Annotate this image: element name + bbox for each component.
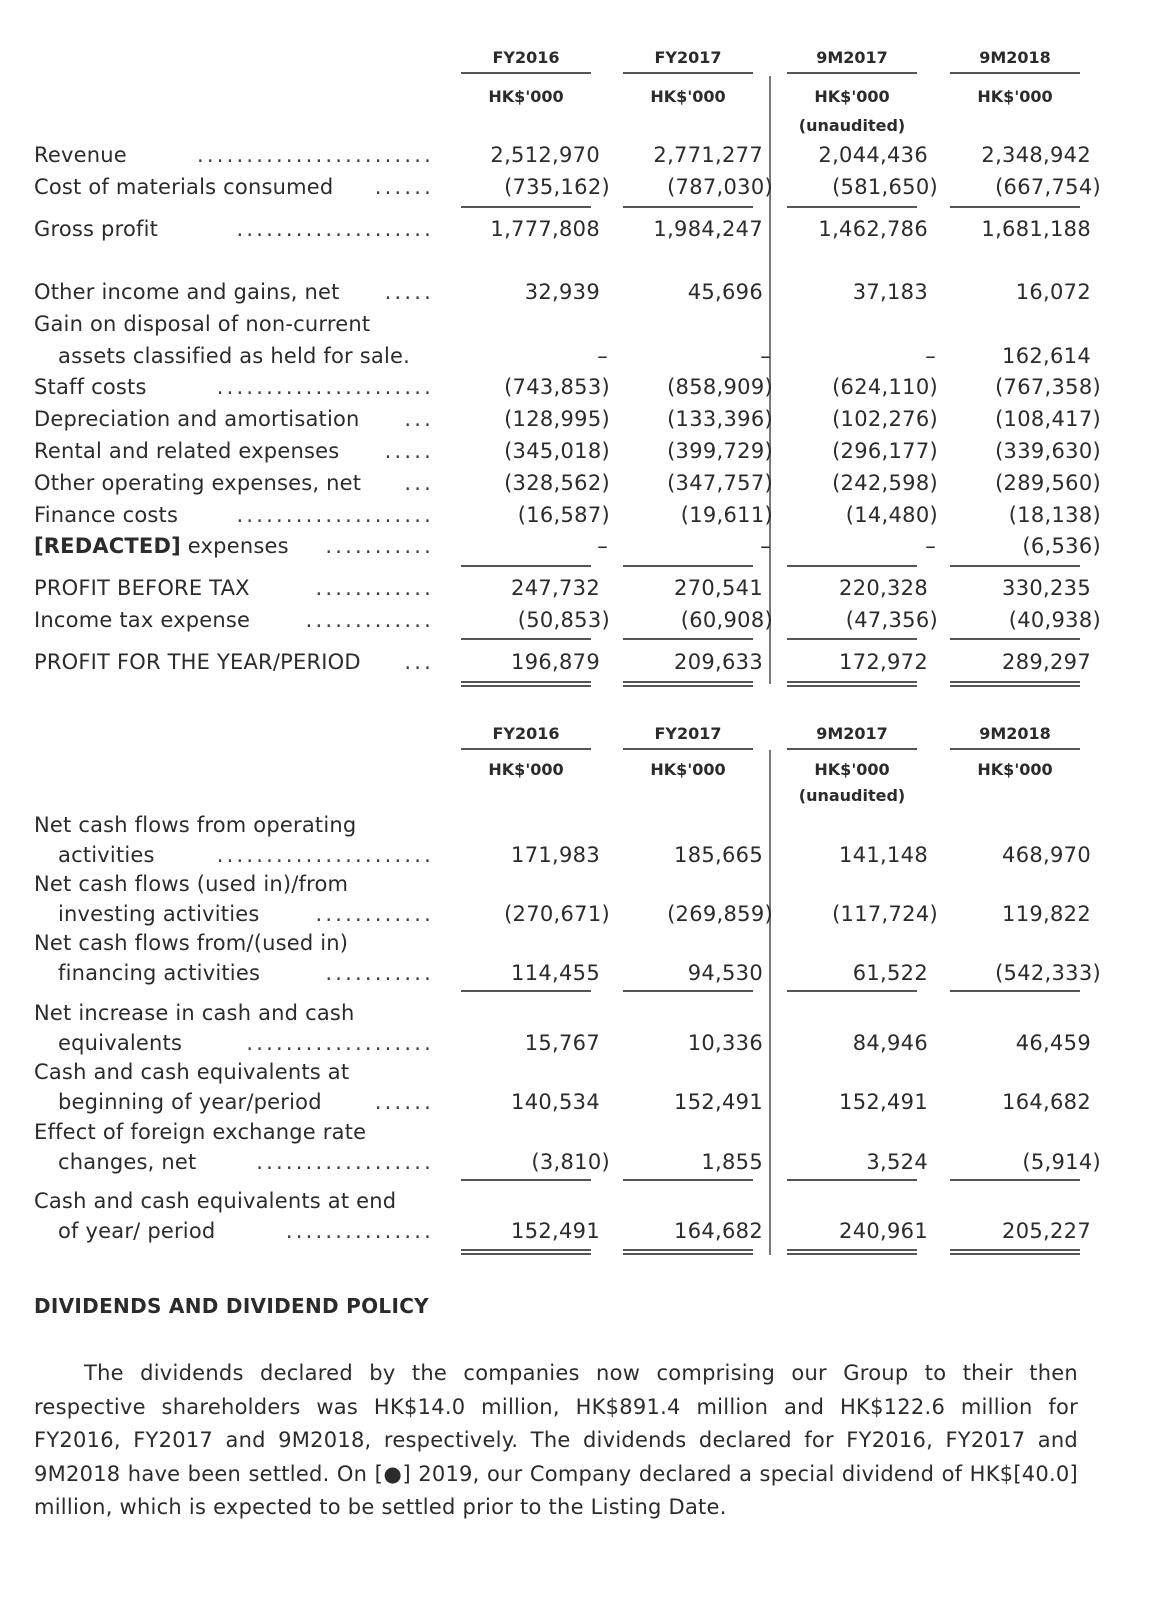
total-double-rule [950,1249,1080,1255]
row-label-line2: of year/ period [58,1219,216,1243]
cell-fy2016: 171,983 [511,843,600,867]
table-row [0,404,1160,436]
column-unit: HK$'000 [650,760,726,779]
row-label: Revenue [34,143,127,167]
row-label: Finance costs [34,503,179,527]
cell-9m2017: (296,177) [832,439,938,463]
leader-dots: ........... [325,534,434,558]
leader-dots: ...... [374,1090,434,1114]
dividends-paragraph: The dividends declared by the companies now comprising our Group to their then respective shareholders was HK$14.0 million, HK$891.4 million and HK$122.6 million for FY2016, FY2017 and 9M2018, respectively. The dividends declared for FY2016, FY2017 and 9M2018 have been settled. On [●] 2019, our Company declared a special dividend of HK$[40.0] million, which is expected to be settled prior to the Listing Date. [34,1361,1078,1519]
cell-9m2018: (667,754) [995,175,1101,199]
row-label-line2: investing activities [58,902,260,926]
cell-9m2018: 205,227 [1002,1219,1091,1243]
row-label: PROFIT BEFORE TAX [34,576,250,600]
row-label: Depreciation and amortisation [34,407,360,431]
cell-9m2017: 84,946 [852,1031,928,1055]
cell-fy2016: 2,512,970 [490,143,600,167]
cell-9m2018: 46,459 [1015,1031,1091,1055]
cell-9m2018: 2,348,942 [981,143,1091,167]
cell-9m2018: (108,417) [995,407,1101,431]
leader-dots: ............ [315,576,434,600]
table-row [0,341,1160,373]
cell-fy2016: 140,534 [511,1090,600,1114]
row-label: Other income and gains, net [34,280,340,304]
table-row [0,468,1160,500]
cell-fy2016: – [597,534,608,558]
leader-dots: ... [404,650,434,674]
cell-fy2016: 196,879 [511,650,600,674]
cell-9m2017: (581,650) [832,175,938,199]
subtotal-rule [787,206,917,208]
row-label-line1: Net cash flows (used in)/from [34,872,349,896]
leader-dots: ........................ [196,143,434,167]
leader-dots: ............. [305,608,434,632]
cell-fy2016: (270,671) [504,902,610,926]
row-label-line2: changes, net [58,1150,197,1174]
cell-fy2016: (50,853) [517,608,610,632]
leader-dots: ............ [315,902,434,926]
cell-fy2016: – [597,344,608,368]
cell-9m2017: 61,522 [852,961,928,985]
subtotal-rule [461,1179,591,1181]
column-unit: HK$'000 [977,760,1053,779]
row-label: assets classified as held for sale. [58,344,410,368]
cell-fy2017: (858,909) [667,375,773,399]
column-note-unaudited: (unaudited) [798,116,906,135]
header-rule [787,72,917,74]
cell-fy2016: 114,455 [511,961,600,985]
cell-9m2017: 37,183 [852,280,928,304]
leader-dots: .................... [236,503,434,527]
cell-9m2017: 141,148 [839,843,928,867]
cell-fy2017: (347,757) [667,471,773,495]
cell-9m2017: – [925,344,936,368]
row-label: Staff costs [34,375,147,399]
leader-dots: ................... [246,1031,434,1055]
cell-fy2016: (345,018) [504,439,610,463]
subtotal-rule [623,638,753,640]
header-rule [623,72,753,74]
cell-fy2017: 45,696 [687,280,763,304]
cell-fy2017: (19,611) [680,503,773,527]
subtotal-rule [623,1179,753,1181]
leader-dots: ..... [384,439,434,463]
table-row [0,869,1160,933]
cell-9m2018: 1,681,188 [981,217,1091,241]
cell-9m2018: 162,614 [1002,344,1091,368]
cell-fy2016: (128,995) [504,407,610,431]
column-unit: HK$'000 [488,87,564,106]
leader-dots: ... [404,407,434,431]
row-label-line1: Net cash flows from operating [34,813,357,837]
row-label: Other operating expenses, net [34,471,362,495]
leader-dots: ...................... [216,375,434,399]
leader-dots: ............... [285,1219,434,1243]
column-note-unaudited: (unaudited) [798,786,906,805]
header-rule [787,748,917,750]
column-unit: HK$'000 [650,87,726,106]
cell-9m2017: 220,328 [839,576,928,600]
cell-fy2017: (269,859) [667,902,773,926]
row-label-line1: Cash and cash equivalents at end [34,1189,397,1213]
cell-fy2017: 209,633 [674,650,763,674]
subtotal-rule [950,565,1080,567]
cell-fy2016: 1,777,808 [490,217,600,241]
cell-9m2017: (117,724) [832,902,938,926]
header-rule [461,748,591,750]
cell-fy2017: (133,396) [667,407,773,431]
cell-fy2017: – [760,344,771,368]
row-label-line1: Cash and cash equivalents at [34,1060,350,1084]
total-double-rule [950,681,1080,687]
subtotal-rule [461,638,591,640]
cell-fy2017: 1,855 [701,1150,763,1174]
cell-9m2017: (624,110) [832,375,938,399]
total-double-rule [787,1249,917,1255]
table-row [0,1117,1160,1181]
table-row [0,647,1160,679]
subtotal-rule [461,565,591,567]
cell-fy2017: 1,984,247 [653,217,763,241]
total-double-rule [461,681,591,687]
row-label-line2: equivalents [58,1031,183,1055]
cell-9m2018: (40,938) [1008,608,1101,632]
subtotal-rule [623,565,753,567]
total-double-rule [623,1249,753,1255]
table-row [0,998,1160,1062]
cell-9m2017: 240,961 [839,1219,928,1243]
table-row [0,928,1160,992]
subtotal-rule [623,206,753,208]
cell-9m2017: (242,598) [832,471,938,495]
subtotal-rule [787,1179,917,1181]
cell-9m2017: 1,462,786 [818,217,928,241]
table-row [0,1186,1160,1250]
header-rule [950,72,1080,74]
cell-fy2016: (3,810) [531,1150,610,1174]
subtotal-rule [623,990,753,992]
leader-dots: .................... [236,217,434,241]
column-header-period: FY2016 [492,724,560,743]
subtotal-rule [950,1179,1080,1181]
cell-9m2017: (47,356) [845,608,938,632]
row-label-line2: beginning of year/period [58,1090,322,1114]
cell-9m2017: – [925,534,936,558]
leader-dots: .................. [256,1150,434,1174]
leader-dots: ...... [374,175,434,199]
row-label: Gain on disposal of non-current [34,312,371,336]
cell-9m2018: (767,358) [995,375,1101,399]
cell-fy2016: 247,732 [511,576,600,600]
header-rule [461,72,591,74]
leader-dots: ........... [325,961,434,985]
cell-fy2016: 32,939 [524,280,600,304]
row-label: Income tax expense [34,608,251,632]
cell-fy2016: 15,767 [524,1031,600,1055]
column-unit: HK$'000 [488,760,564,779]
cell-9m2018: (339,630) [995,439,1101,463]
table-row [0,531,1160,563]
table-row [0,500,1160,532]
cell-fy2017: 10,336 [687,1031,763,1055]
row-label-suffix: expenses [180,534,289,558]
column-header-period: 9M2018 [979,724,1051,743]
cell-fy2016: (328,562) [504,471,610,495]
cell-fy2016: 152,491 [511,1219,600,1243]
cell-fy2017: – [760,534,771,558]
column-header-period: 9M2017 [816,724,888,743]
total-double-rule [461,1249,591,1255]
row-label: Rental and related expenses [34,439,340,463]
cell-9m2018: 468,970 [1002,843,1091,867]
total-double-rule [623,681,753,687]
cell-9m2018: (289,560) [995,471,1101,495]
cell-fy2017: 185,665 [674,843,763,867]
header-rule [623,748,753,750]
column-unit: HK$'000 [977,87,1053,106]
total-double-rule [787,681,917,687]
subtotal-rule [950,206,1080,208]
subtotal-rule [787,990,917,992]
column-header-period: 9M2017 [816,48,888,67]
table-row [0,309,1160,341]
cell-9m2018: 289,297 [1002,650,1091,674]
row-label-line2: financing activities [58,961,261,985]
section-heading-dividends: DIVIDENDS AND DIVIDEND POLICY [34,1294,429,1318]
column-header-period: FY2017 [654,48,722,67]
cell-9m2017: 152,491 [839,1090,928,1114]
cell-9m2018: (5,914) [1022,1150,1101,1174]
cell-fy2017: 2,771,277 [653,143,763,167]
cell-9m2018: (542,333) [995,961,1101,985]
cell-fy2017: 152,491 [674,1090,763,1114]
table-row [0,573,1160,605]
subtotal-rule [787,565,917,567]
table-row [0,372,1160,404]
table-row [0,810,1160,874]
row-label: Cost of materials consumed [34,175,334,199]
subtotal-rule [461,206,591,208]
column-unit: HK$'000 [814,87,890,106]
column-header-period: FY2016 [492,48,560,67]
header-rule [950,748,1080,750]
leader-dots: ..... [384,280,434,304]
cell-9m2018: 164,682 [1002,1090,1091,1114]
subtotal-rule [950,990,1080,992]
cell-9m2018: 119,822 [1002,902,1091,926]
column-header-period: FY2017 [654,724,722,743]
cell-fy2017: 270,541 [674,576,763,600]
table-row [0,214,1160,246]
row-label-line1: Net increase in cash and cash [34,1001,355,1025]
leader-dots: ...................... [216,843,434,867]
cell-fy2016: (743,853) [504,375,610,399]
column-unit: HK$'000 [814,760,890,779]
subtotal-rule [787,638,917,640]
cell-9m2018: (6,536) [1022,534,1101,558]
table-row [0,436,1160,468]
cell-fy2016: (735,162) [504,175,610,199]
row-label [34,531,289,561]
row-label-line1: Net cash flows from/(used in) [34,931,349,955]
cell-fy2017: 94,530 [687,961,763,985]
table-row [0,172,1160,204]
table-row [0,277,1160,309]
cell-9m2017: 3,524 [866,1150,928,1174]
cell-9m2017: (14,480) [845,503,938,527]
cell-fy2017: 164,682 [674,1219,763,1243]
cell-fy2017: (399,729) [667,439,773,463]
cell-9m2018: 16,072 [1015,280,1091,304]
row-label-line2: activities [58,843,155,867]
cell-9m2018: 330,235 [1002,576,1091,600]
leader-dots: ... [404,471,434,495]
subtotal-rule [950,638,1080,640]
cell-fy2017: (787,030) [667,175,773,199]
cell-9m2017: 2,044,436 [818,143,928,167]
row-label: PROFIT FOR THE YEAR/PERIOD [34,650,361,674]
cell-fy2017: (60,908) [680,608,773,632]
column-header-period: 9M2018 [979,48,1051,67]
table-row [0,605,1160,637]
table-row [0,1057,1160,1121]
row-label: Gross profit [34,217,159,241]
table-row [0,140,1160,172]
row-label-line1: Effect of foreign exchange rate [34,1120,367,1144]
cell-9m2018: (18,138) [1008,503,1101,527]
cell-fy2016: (16,587) [517,503,610,527]
redacted-marker: [REDACTED] [34,534,181,558]
cell-9m2017: (102,276) [832,407,938,431]
subtotal-rule [461,990,591,992]
cell-9m2017: 172,972 [839,650,928,674]
